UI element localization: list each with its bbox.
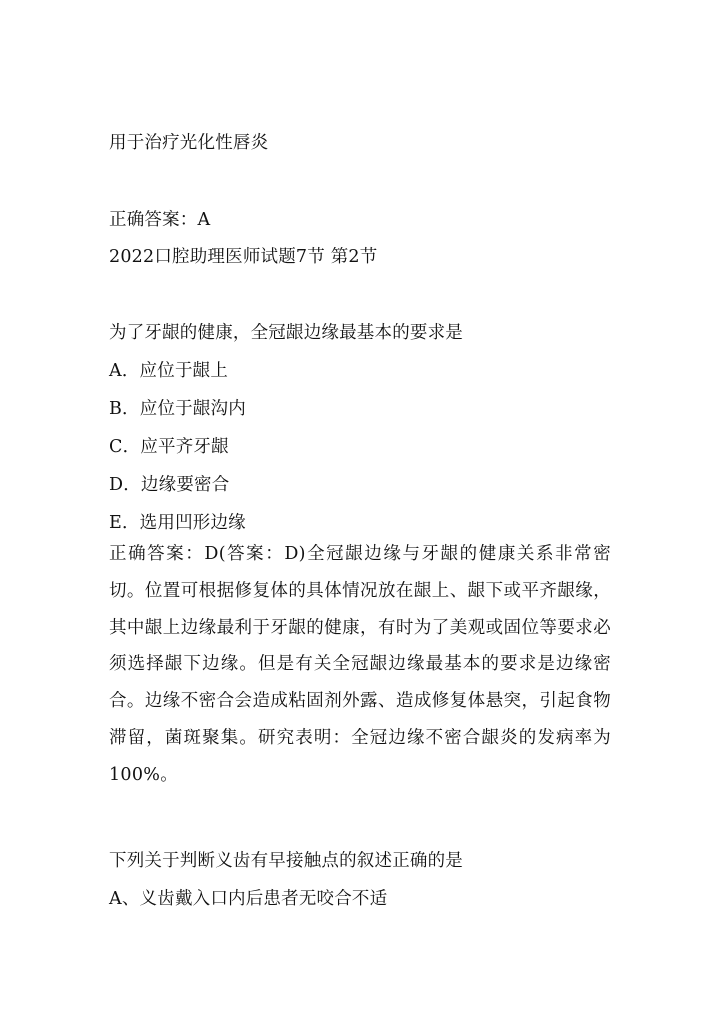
q1-option-text: 用于治疗光化性唇炎 [109, 133, 269, 153]
q2-question: 为了牙龈的健康，全冠龈边缘最基本的要求是 [109, 323, 463, 343]
section-heading: 2022口腔助理医师试题7节 第2节 [109, 247, 378, 267]
q1-answer: 正确答案：A [109, 210, 211, 230]
q2-option-d: D．边缘要密合 [109, 475, 230, 495]
q2-option-e: E．选用凹形边缘 [109, 513, 246, 533]
q3-option-a: A、义齿戴入口内后患者无咬合不适 [109, 889, 388, 909]
q2-option-b: B．应位于龈沟内 [109, 399, 246, 419]
q2-option-c: C．应平齐牙龈 [109, 437, 229, 457]
q3-question: 下列关于判断义齿有早接触点的叙述正确的是 [109, 851, 463, 871]
q2-option-a: A．应位于龈上 [109, 361, 229, 381]
q2-answer-explanation: 正确答案：D(答案：D)全冠龈边缘与牙龈的健康关系非常密切。位置可根据修复体的具体情况放在龈上、龈下或平齐龈缘，其中龈上边缘最利于牙龈的健康，有时为了美观或固位等要求必须选择龈下边缘。但是有关全冠龈边缘最基本的要求是边缘密合。边缘不密合会造成粘固剂外露、造成修复体悬突，引起食物滞留，菌斑聚集。研究表明：全冠边缘不密合龈炎的发病率为100%。 [109, 544, 611, 785]
